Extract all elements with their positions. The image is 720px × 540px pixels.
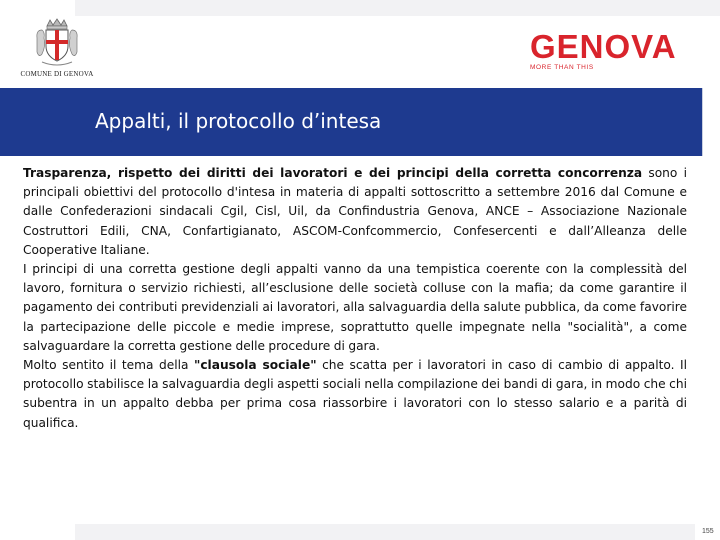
header-strip	[75, 0, 720, 16]
slide-title: Appalti, il protocollo d’intesa	[95, 109, 382, 133]
body-text	[23, 164, 687, 433]
coat-of-arms-icon	[34, 18, 80, 68]
paragraph-2-text: I principi di una corretta gestione degli appalti vanno da una tempistica coerente con la complessità del lavoro, fornitura o servizio richiesti, all’esclusione delle società colluse con la mafia; da come garantire il pagamento dei contributi previdenziali ai lavoratori, alla salvaguardia della salute pubblica, da come favorire la partecipazione delle piccole e medie imprese, soprattutto quelle impegnate nella "socialità", a come salvaguardare la corretta gestione delle procedure di gara.	[23, 262, 687, 353]
genova-brand-logo	[530, 30, 705, 75]
genova-wordmark: GENOVA	[530, 28, 677, 65]
paragraph-1-bold: Trasparenza, rispetto dei diritti dei lavoratori e dei principi della corretta concorrenza	[23, 166, 643, 180]
genova-tagline: MORE THAN THIS	[530, 64, 594, 71]
paragraph-3-text-after: che scatta per i lavoratori in caso di cambio di appalto. Il protocollo stabilisce la salvaguardia degli aspetti sociali nella compilazione dei bandi di gara, in modo che chi subentra in un appalto debba per prima cosa riassorbire i lavoratori con lo stesso salario e a parità di qualifica.	[23, 358, 687, 430]
left-logo-caption: COMUNE DI GENOVA	[20, 70, 94, 78]
page-number: 155	[702, 528, 714, 535]
paragraph-2	[23, 260, 687, 356]
comune-di-genova-logo	[12, 18, 102, 82]
paragraph-1-text: sono i principali obiettivi del protocollo d'intesa in materia di appalti sottoscritto a settembre 2016 dal Comune e dalle Confederazioni sindacali Cgil, Cisl, Uil, da Confindustria Genova, ANCE – Associazione Nazionale Costruttori Edili, CNA, Confartigianato, ASCOM-Confcommercio, Confesercenti e dall’Alleanza delle Cooperative Italiane.	[23, 166, 687, 257]
title-band-edge	[702, 88, 703, 156]
paragraph-3-bold: "clausola sociale"	[193, 358, 317, 373]
paragraph-3-text-before: Molto sentito il tema della	[23, 358, 194, 373]
footer-strip	[75, 524, 695, 540]
paragraph-3	[23, 356, 687, 433]
paragraph-1	[23, 164, 687, 260]
